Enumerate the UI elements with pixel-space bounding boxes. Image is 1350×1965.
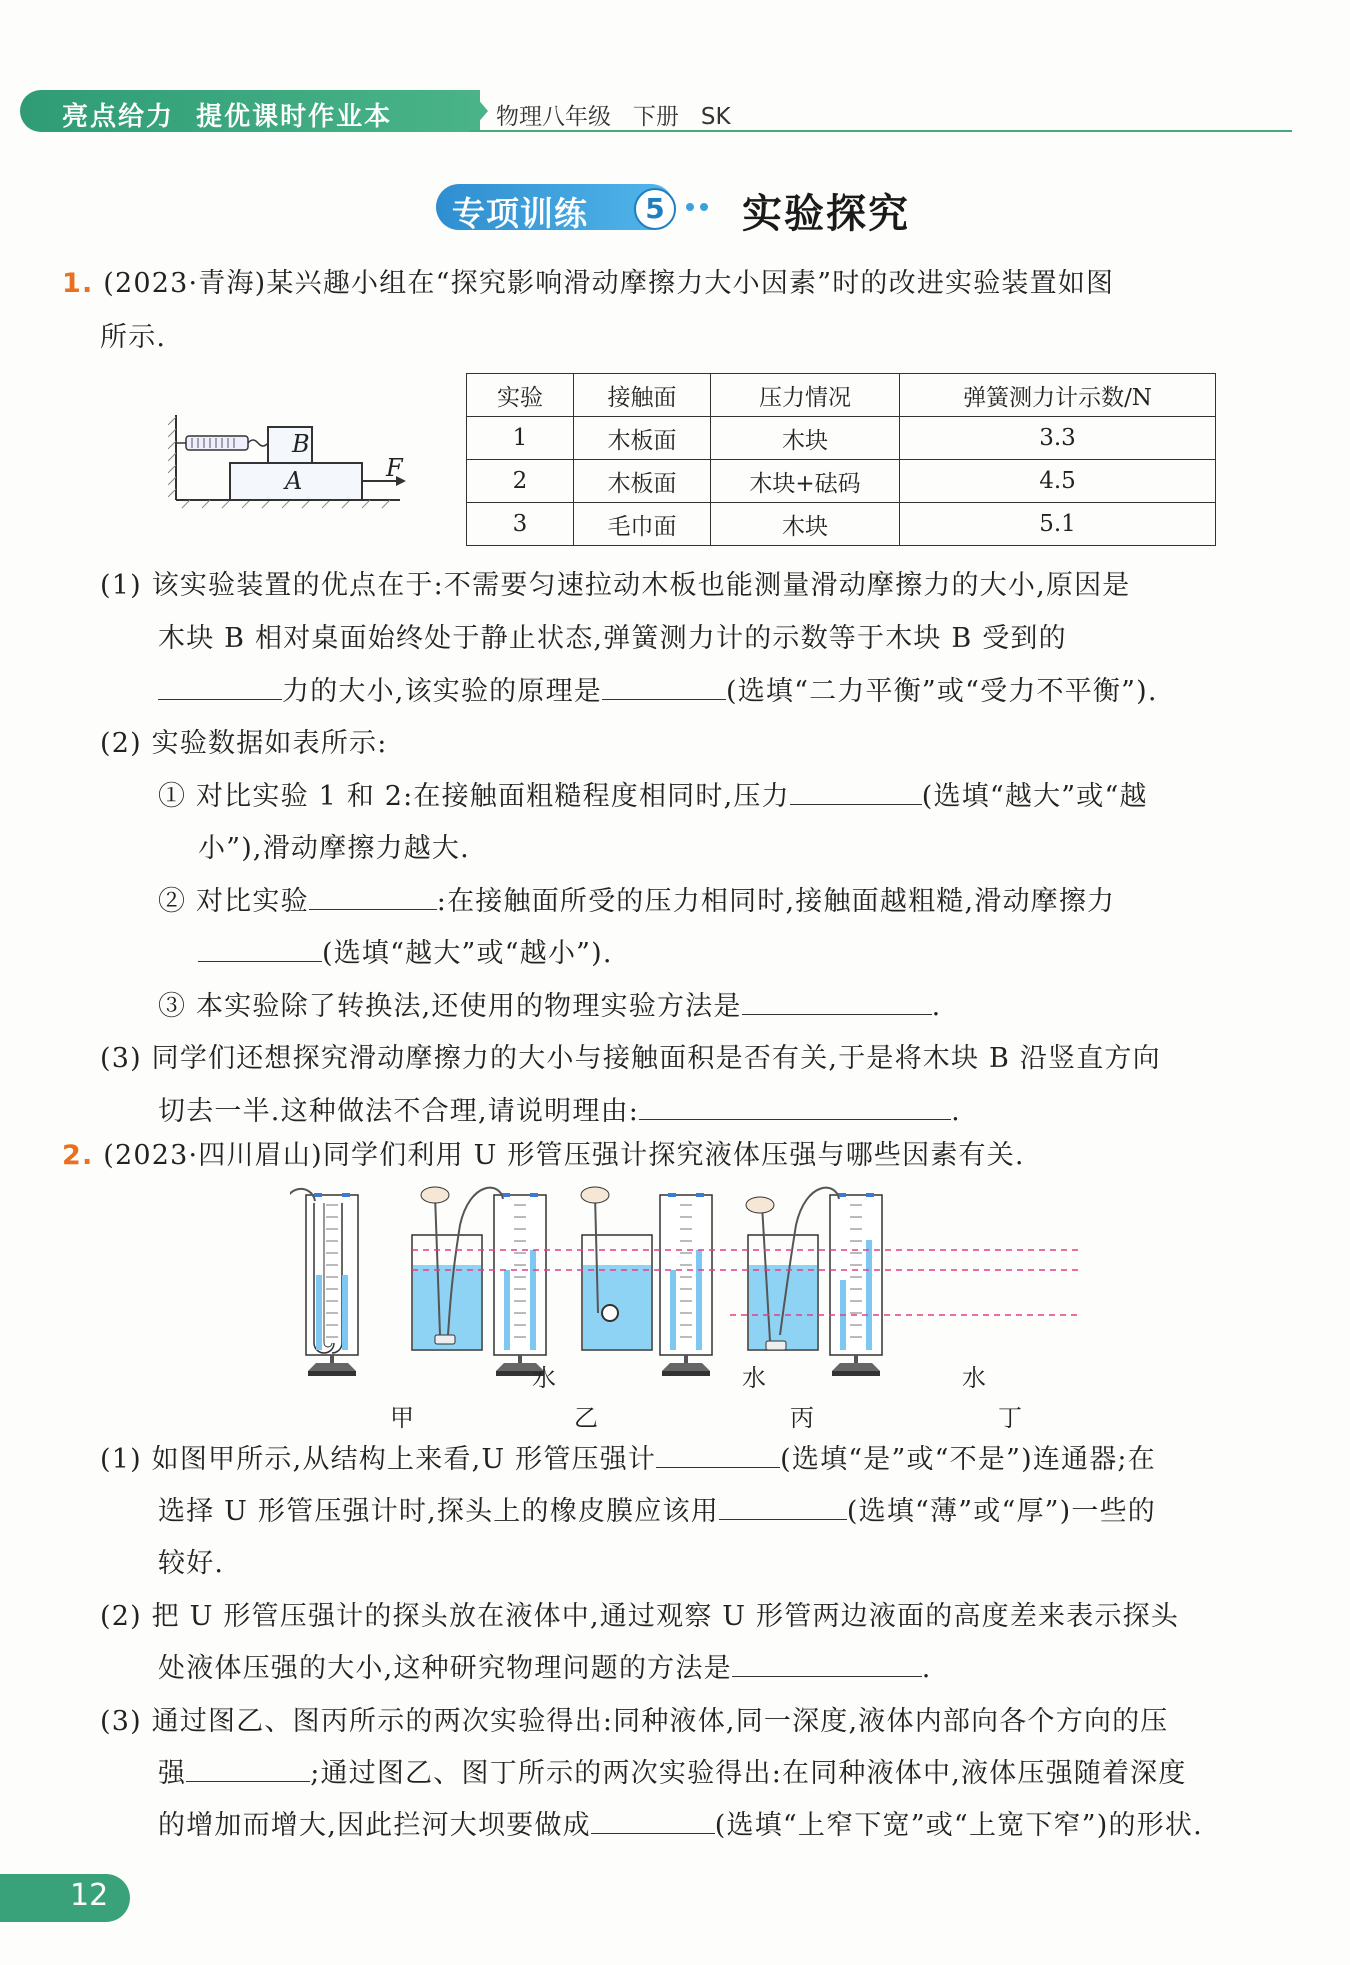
- q2-part2-line2: [158, 1643, 932, 1695]
- figure-label-jia: 甲: [390, 1404, 414, 1432]
- answer-blank[interactable]: [639, 1089, 951, 1120]
- q1-stem-line2: 所示.: [100, 322, 167, 353]
- q2-part1-text: 选择 U 形管压强计时,探头上的橡皮膜应该用: [158, 1496, 719, 1527]
- water-label: 水: [962, 1364, 986, 1392]
- q1-part2-line1: (2) 实验数据如表所示:: [100, 728, 388, 759]
- q1-part2-item1-cont: 小”),滑动摩擦力越大.: [198, 833, 470, 864]
- page-number-tab: [0, 1874, 130, 1922]
- q2-part1-text: (1) 如图甲所示,从结构上来看,U 形管压强计: [100, 1444, 657, 1475]
- q1-part2-text: ③ 本实验除了转换法,还使用的物理实验方法是: [158, 991, 742, 1022]
- q2-part1-text: (选填“是”或“不是”)连通器;在: [780, 1444, 1156, 1475]
- q2-part2-line1: (2) 把 U 形管压强计的探头放在液体中,通过观察 U 形管两边液面的高度差来表示探头: [100, 1601, 1180, 1632]
- figure-label-ding: 丁: [998, 1404, 1022, 1432]
- answer-blank[interactable]: [732, 1646, 922, 1677]
- answer-blank[interactable]: [742, 984, 932, 1015]
- q1-part3-text: 切去一半.这种做法不合理,请说明理由:: [158, 1096, 640, 1127]
- q1-part2-item2-cont: [198, 928, 613, 980]
- q1-part2-item1: [158, 771, 1148, 823]
- q1-part2-item3: [158, 981, 941, 1033]
- q2-part3-text: 强: [158, 1758, 187, 1789]
- figure-label-bing: 丙: [790, 1404, 814, 1432]
- q1-part3-text: .: [951, 1096, 961, 1127]
- q2-part1-line2: [158, 1486, 1156, 1538]
- q2-part2-text: 处液体压强的大小,这种研究物理问题的方法是: [158, 1653, 732, 1684]
- q1-part1-line2: 木块 B 相对桌面始终处于静止状态,弹簧测力计的示数等于木块 B 受到的: [158, 623, 1067, 654]
- q1-part2-text: (选填“越大”或“越: [921, 781, 1148, 812]
- table-cell: 3.3: [900, 417, 1216, 460]
- header-band-tip: [470, 90, 488, 132]
- section-dot: [686, 203, 694, 211]
- figure-label-yi: 乙: [574, 1404, 598, 1432]
- table-cell: 4.5: [900, 460, 1216, 503]
- header-title: 亮点给力 提优课时作业本: [62, 102, 393, 132]
- q2-part3-line1: (3) 通过图乙、图丙所示的两次实验得出:同种液体,同一深度,液体内部向各个方向的压: [100, 1706, 1169, 1737]
- table-cell: 木块: [711, 503, 900, 546]
- answer-blank[interactable]: [719, 1489, 847, 1520]
- q2-part3-text: (选填“上窄下宽”或“上宽下窄”)的形状.: [714, 1810, 1203, 1841]
- q2-stem: [62, 1130, 1025, 1182]
- table-header: 实验: [467, 374, 574, 417]
- table-cell: 5.1: [900, 503, 1216, 546]
- q2-part1-line3: 较好.: [158, 1548, 225, 1579]
- page-number: 12: [70, 1878, 109, 1913]
- table-row: [467, 503, 1216, 546]
- q1-part1-text: 力的大小,该实验的原理是: [282, 676, 602, 707]
- q1-data-table: [466, 373, 1216, 546]
- section-dot: [700, 203, 708, 211]
- q2-stem-text: (2023·四川眉山)同学们利用 U 形管压强计探究液体压强与哪些因素有关.: [103, 1140, 1025, 1171]
- table-row: [467, 460, 1216, 503]
- q1-part2-text: (选填“越大”或“越小”).: [322, 938, 613, 969]
- q1-part2-text: :在接触面所受的压力相同时,接触面越粗糙,滑动摩擦力: [436, 886, 1116, 917]
- table-cell: 1: [467, 417, 574, 460]
- table-cell: 2: [467, 460, 574, 503]
- table-header: 弹簧测力计示数/N: [900, 374, 1216, 417]
- table-cell: 木块: [711, 417, 900, 460]
- table-header: 压力情况: [711, 374, 900, 417]
- q2-part1-line1: [100, 1434, 1156, 1486]
- table-cell: 毛巾面: [574, 503, 711, 546]
- q1-stem-text: (2023·青海)某兴趣小组在“探究影响滑动摩擦力大小因素”时的改进实验装置如图: [103, 268, 1115, 299]
- q1-part1-line3: [158, 666, 1158, 718]
- q1-part3-line1: (3) 同学们还想探究滑动摩擦力的大小与接触面积是否有关,于是将木块 B 沿竖直方向: [100, 1043, 1161, 1074]
- pressure-gauge-figure: [290, 1185, 1090, 1380]
- table-cell: 木板面: [574, 460, 711, 503]
- q1-part2-text: ① 对比实验 1 和 2:在接触面粗糙程度相同时,压力: [158, 781, 790, 812]
- section-number: 5: [634, 188, 676, 230]
- friction-apparatus-figure: [168, 405, 408, 515]
- answer-blank[interactable]: [656, 1437, 780, 1468]
- q2-number: 2.: [62, 1140, 94, 1171]
- section-label: 专项训练: [452, 194, 588, 233]
- table-cell: 木块+砝码: [711, 460, 900, 503]
- table-header-row: [467, 374, 1216, 417]
- q1-part2-item2: [158, 876, 1115, 928]
- table-cell: 3: [467, 503, 574, 546]
- table-row: [467, 417, 1216, 460]
- answer-blank[interactable]: [591, 1803, 715, 1834]
- q1-part1-text: (选填“二力平衡”或“受力不平衡”).: [725, 676, 1158, 707]
- block-b-label: B: [292, 430, 310, 458]
- q1-number: 1.: [62, 268, 94, 299]
- water-label: 水: [742, 1364, 766, 1392]
- force-f-label: F: [386, 454, 403, 482]
- answer-blank[interactable]: [158, 669, 282, 700]
- block-a-label: A: [285, 467, 303, 495]
- q1-part2-text: .: [931, 991, 942, 1022]
- table-header: 接触面: [574, 374, 711, 417]
- header-rule: [470, 130, 1292, 132]
- q2-part1-text: (选填“薄”或“厚”)一些的: [846, 1496, 1156, 1527]
- table-cell: 木板面: [574, 417, 711, 460]
- q2-part3-line2: [158, 1748, 1187, 1800]
- q1-stem-line1: [62, 258, 1114, 310]
- q2-part3-text: 的增加而增大,因此拦河大坝要做成: [158, 1810, 591, 1841]
- q1-part1-line1: (1) 该实验装置的优点在于:不需要匀速拉动木板也能测量滑动摩擦力的大小,原因是: [100, 570, 1131, 601]
- answer-blank[interactable]: [602, 669, 726, 700]
- header-subject: 物理八年级 下册 SK: [496, 104, 731, 130]
- answer-blank[interactable]: [309, 879, 437, 910]
- q1-part2-text: ② 对比实验: [158, 886, 309, 917]
- section-title: 实验探究: [742, 190, 910, 237]
- q2-part3-text: ;通过图乙、图丁所示的两次实验得出:在同种液体中,液体压强随着深度: [310, 1758, 1187, 1789]
- water-label: 水: [532, 1364, 556, 1392]
- q2-part3-line3: [158, 1800, 1203, 1852]
- answer-blank[interactable]: [198, 931, 322, 962]
- q2-part2-text: .: [921, 1653, 932, 1684]
- answer-blank[interactable]: [790, 774, 922, 805]
- answer-blank[interactable]: [186, 1751, 310, 1782]
